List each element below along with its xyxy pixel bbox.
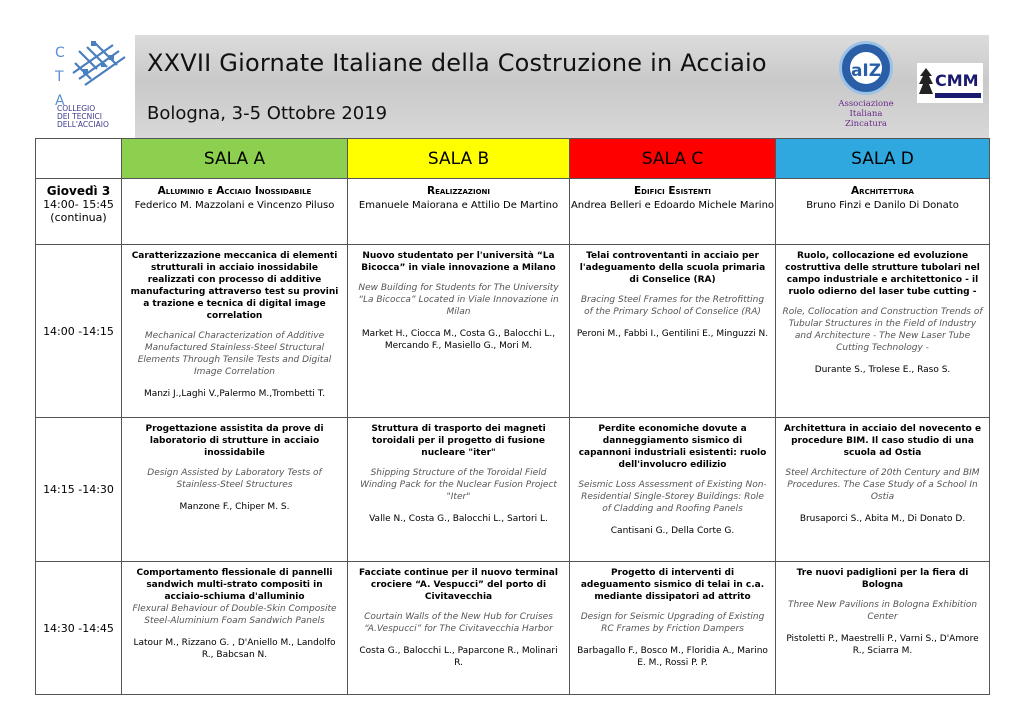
talk-cell (570, 562, 776, 695)
timeslot-row (36, 245, 990, 418)
talk-title-en: Flexural Behaviour of Double-Skin Composite Steel-Aluminium Foam Sandwich Panels (132, 604, 337, 626)
cta-letter-t: T (55, 69, 64, 85)
talk-title-it: Caratterizzazione meccanica di elementi strutturali in acciaio inossidabile realizzati con processo di additive manufacturing attraverso test su provini a trazione e tecnica di digital image correlation (130, 251, 339, 321)
session-note: (continua) (50, 211, 107, 224)
session-time-cell (36, 179, 122, 245)
talk-authors: Cantisani G., Della Corte G. (610, 526, 735, 536)
talk-title-en: Courtain Walls of the New Hub for Cruises “A.Vespucci” for The Civitavecchia Harbor (364, 612, 553, 634)
talk-cell (776, 245, 990, 418)
talk-cell (776, 418, 990, 562)
session-chairs: Federico M. Mazzolani e Vincenzo Piluso (134, 200, 335, 211)
talk-title-en: Design for Seismic Upgrading of Existing RC Frames by Friction Dampers (580, 612, 765, 634)
sala-d-header: SALA D (776, 139, 990, 179)
talk-authors: Brusaporci S., Abita M., Di Donato D. (799, 514, 966, 524)
talk-title-it: Facciate continue per il nuovo terminal crociere “A. Vespucci” del porto di Civitavecchia (359, 568, 558, 602)
timeslot-time: 14:15 -14:30 (36, 418, 122, 562)
session-title: Architettura (851, 185, 914, 197)
talk-title-it: Ruolo, collocazione ed evoluzione costruttiva delle strutture tubolari nel campo industriale e architettonico - il ruolo odierno del laser tube cutting - (785, 251, 980, 297)
talk-title-en: Seismic Loss Assessment of Existing Non-Residential Single-Storey Buildings: Role of Cladding and Roofing Panels (578, 480, 767, 514)
cta-logo-graphic (35, 35, 135, 138)
sala-c-header: SALA C (570, 139, 776, 179)
session-chairs: Emanuele Maiorana e Attilio De Martino (358, 200, 559, 211)
talk-cell (570, 418, 776, 562)
conference-title: XXVII Giornate Italiane della Costruzione in Acciaio (147, 49, 767, 77)
talk-title-it: Architettura in acciaio del novecento e procedure BIM. Il caso studio di una scuola ad Ostia (783, 424, 982, 458)
talk-title-it: Tre nuovi padiglioni per la fiera di Bologna (796, 568, 969, 590)
cmm-logo-text: CMM (935, 71, 979, 90)
talk-authors: Costa G., Balocchi L., Paparcone R., Molinari R. (359, 646, 558, 668)
talk-title-en: Steel Architecture of 20th Century and BIM Procedures. The Case Study of a School In Ostia (785, 468, 980, 502)
cmm-logo (917, 63, 983, 103)
aiz-circle-icon (839, 41, 893, 95)
sala-b-header: SALA B (348, 139, 570, 179)
session-title: Edifici Esistenti (633, 185, 712, 197)
aiz-mark-icon (839, 41, 893, 95)
talk-title-en: Bracing Steel Frames for the Retrofitting of the Primary School of Conselice (RA) (580, 295, 765, 317)
timeslot-time: 14:30 -14:45 (36, 562, 122, 695)
session-time: 14:00- 15:45 (43, 198, 114, 211)
session-day: Giovedì 3 (46, 184, 111, 198)
talk-title-it: Struttura di trasporto dei magneti toroidali per il progetto di fusione nucleare "iter" (371, 424, 546, 458)
aiz-text-line-3: Zincatura (845, 119, 887, 129)
page-header (35, 35, 989, 138)
session-title: Realizzazioni (426, 185, 490, 197)
talk-title-en: Design Assisted by Laboratory Tests of Stainless-Steel Structures (147, 468, 322, 490)
talk-authors: Valle N., Costa G., Balocchi L., Sartori L. (369, 514, 548, 524)
time-column-header (36, 139, 122, 179)
cta-letter-c: C (55, 45, 65, 61)
talk-title-it: Nuovo studentato per l'università “La Bicocca” in viale innovazione a Milano (361, 251, 556, 273)
cta-text-line-3: DELL'ACCIAIO (57, 120, 109, 129)
timeslot-row (36, 418, 990, 562)
cta-text-line-1: COLLEGIO (57, 104, 96, 113)
talk-authors: Pistoletti P., Maestrelli P., Varni S., D'Amore R., Sciarra M. (786, 634, 979, 656)
talk-cell (122, 418, 348, 562)
cta-letter-a: A (55, 93, 65, 109)
talk-authors: Manzone F., Chiper M. S. (179, 502, 290, 512)
timeslot-row (36, 562, 990, 695)
cta-text-line-2: DEI TECNICI (57, 112, 102, 121)
session-header-row (36, 179, 990, 245)
session-b (348, 179, 570, 245)
session-c (570, 179, 776, 245)
talk-cell (348, 418, 570, 562)
aiz-text-line-1: Associazione (838, 99, 894, 109)
talk-cell (122, 562, 348, 695)
cmm-emblem-icon (917, 66, 935, 100)
program-table (35, 138, 990, 695)
talk-cell (122, 245, 348, 418)
sala-a-header: SALA A (122, 139, 348, 179)
talk-title-it: Telai controventanti in acciaio per l'adeguamento della scuola primaria di Conselice (RA) (579, 251, 766, 285)
talk-title-it: Progetto di interventi di adeguamento sismico di telai in c.a. mediante dissipatori ad attrito (580, 568, 765, 602)
talk-title-it: Comportamento flessionale di pannelli sandwich multi-strato compositi in acciaio-schiuma d'alluminio (136, 568, 333, 602)
talk-title-it: Progettazione assistita da prove di laboratorio di strutture in acciaio inossidabile (145, 424, 324, 458)
timeslot-time: 14:00 -14:15 (36, 245, 122, 418)
session-a (122, 179, 348, 245)
sala-header-row (36, 139, 990, 179)
svg-text:aIZ: aIZ (850, 61, 882, 81)
session-chairs: Andrea Belleri e Edoardo Michele Marino (570, 200, 775, 211)
talk-authors: Peroni M., Fabbi I., Gentilini E., Minguzzi N. (576, 329, 769, 339)
talk-authors: Barbagallo F., Bosco M., Floridia A., Marino E. M., Rossi P. P. (577, 646, 768, 668)
aiz-text-line-2: Italiana (849, 109, 883, 119)
talk-authors: Manzi J.,Laghi V.,Palermo M.,Trombetti T. (143, 389, 326, 399)
talk-title-en: Three New Pavilions in Bologna Exhibition Center (787, 600, 978, 622)
talk-title-en: Shipping Structure of the Toroidal Field Winding Pack for the Nuclear Fusion Project "Iter" (360, 468, 557, 502)
cmm-logo-bar (935, 93, 981, 98)
talk-title-en: Role, Collocation and Construction Trends of Tubular Structures in the Field of Industry and Architecture - The New Laser Tube Cutting Technology - (782, 307, 983, 353)
talk-cell (570, 245, 776, 418)
talk-authors: Market H., Ciocca M., Costa G., Balocchi L., Mercando F., Masiello G., Mori M. (361, 329, 556, 351)
talk-title-en: Mechanical Characterization of Additive Manufactured Stainless-Steel Structural Elements Through Tensile Tests and Digital Image Correlation (137, 331, 332, 377)
title-banner (135, 35, 989, 138)
talk-title-en: New Building for Students for The University “La Bicocca” Located in Viale Innovazione in Milan (358, 283, 559, 317)
talk-authors: Latour M., Rizzano G. , D'Aniello M., Landolfo R., Babcsan N. (133, 638, 336, 660)
talk-cell (348, 562, 570, 695)
session-d (776, 179, 990, 245)
talk-cell (348, 245, 570, 418)
cta-logo (35, 35, 135, 138)
session-chairs: Bruno Finzi e Danilo Di Donato (806, 200, 959, 211)
talk-cell (776, 562, 990, 695)
session-title: Alluminio e Acciaio Inossidabile (157, 185, 312, 197)
aiz-logo (833, 41, 899, 133)
talk-authors: Durante S., Trolese E., Raso S. (814, 365, 951, 375)
conference-location-date: Bologna, 3-5 Ottobre 2019 (147, 103, 388, 124)
talk-title-it: Perdite economiche dovute a danneggiamento sismico di capannoni industriali esistenti: ruolo dell'involucro edilizio (578, 424, 767, 470)
